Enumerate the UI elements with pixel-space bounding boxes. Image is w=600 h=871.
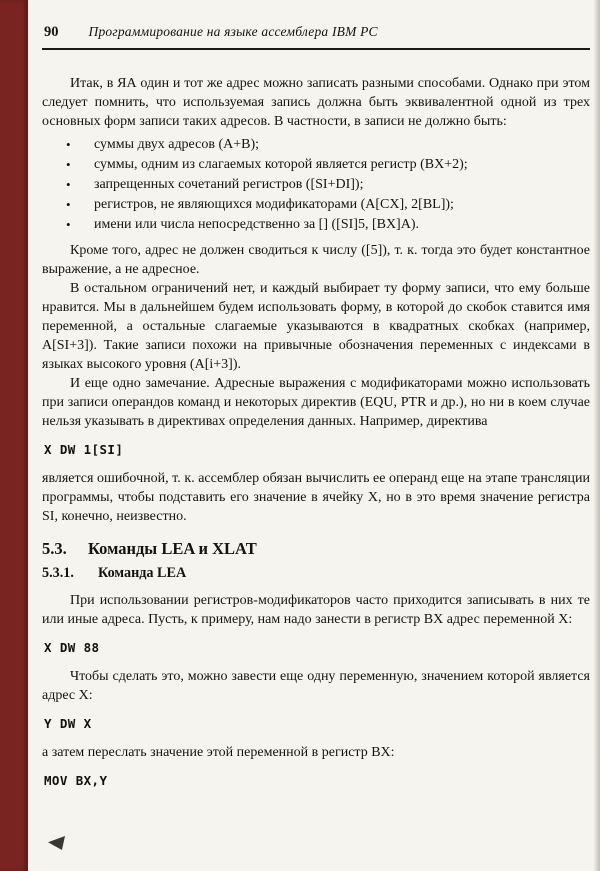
subsection-number: 5.3.1. [42, 565, 74, 581]
section-title: Команды LEA и XLAT [88, 539, 257, 558]
paragraph-ispolzovanii: При использовании регистров-модификаторов часто приходится записывать в них те или иные адреса. Пусть, к примеру, нам надо занести в регистр BX адрес переменной X: [42, 593, 590, 627]
paragraph-chtoby: Чтобы сделать это, можно завести еще одну переменную, значением которой является адрес X: [42, 669, 590, 703]
paragraph-intro: Итак, в ЯА один и тот же адрес можно записать разными способами. Однако при этом следует помнить, что используемая запись должна быть эквивалентной одной из трех основных форм записи таких адресов. В частности, в записи не должно быть: [42, 76, 590, 129]
list-item [42, 155, 590, 175]
section-heading [42, 538, 590, 559]
page-header [42, 24, 590, 41]
header-rule [42, 48, 590, 50]
bullet-icon: • [66, 197, 71, 212]
paragraph-zatem: а затем переслать значение этой переменной в регистр BX: [42, 745, 395, 760]
page-content [28, 0, 600, 871]
bullet-text: имени или числа непосредственно за [] ([SI]5, [BX]A). [94, 217, 419, 232]
bullet-icon: • [66, 177, 71, 192]
list-item [42, 135, 590, 155]
paragraph-zamechanie: И еще одно замечание. Адресные выражения с модификаторами можно использовать при записи операндов команд и некоторых директив (EQU, PTR и др.), но ни в коем случае нельзя указывать в директивах определения данных. Например, директива [42, 376, 590, 429]
list-item [42, 215, 590, 235]
bullet-text: регистров, не являющихся модификаторами (A[CX], 2[BL]); [94, 197, 454, 212]
bullet-icon: • [66, 137, 71, 152]
code-line-x-dw-1si: X DW 1[SI] [44, 442, 124, 457]
subsection-heading [42, 564, 590, 582]
list-item [42, 175, 590, 195]
bullet-text: запрещенных сочетаний регистров ([SI+DI]); [94, 177, 364, 192]
section-number: 5.3. [42, 539, 67, 558]
running-title: Программирование на языке ассемблера IBM PC [88, 24, 378, 39]
bullet-icon: • [66, 217, 71, 232]
bullet-icon: • [66, 157, 71, 172]
bullet-text: суммы двух адресов (A+B); [94, 137, 260, 152]
code-line-y-dw-x: Y DW X [44, 716, 92, 731]
subsection-title: Команда LEA [98, 565, 187, 581]
paragraph-oshibochna: является ошибочной, т. к. ассемблер обязан вычислить ее операнд еще на этапе трансляции программы, чтобы подставить его значение в ячейку X, но в это время значение регистра SI, конечно, неизвестно. [42, 471, 590, 524]
bullet-text: суммы, одним из слагаемых которой является регистр (BX+2); [94, 157, 468, 172]
book-spine [0, 0, 28, 871]
paragraph-krome: Кроме того, адрес не должен сводиться к числу ([5]), т. к. тогда это будет константное выражение, а не адресное. [42, 243, 590, 277]
list-item [42, 195, 590, 215]
paragraph-ostalnom: В остальном ограничений нет, и каждый выбирает ту форму записи, что ему больше нравится. Мы в дальнейшем будем использовать форму, в которой до скобок ставится имя переменной, а остальные слагаемые указываются в квадратных скобках (например, A[SI+3]). Такие записи похожи на привычные обозначения переменных с индексами в языках высокого уровня (A[i+3]). [42, 281, 590, 372]
page-number: 90 [44, 24, 59, 40]
code-line-x-dw-88: X DW 88 [44, 640, 100, 655]
code-line-mov: MOV BX,Y [44, 773, 108, 788]
bullet-list [42, 135, 590, 235]
